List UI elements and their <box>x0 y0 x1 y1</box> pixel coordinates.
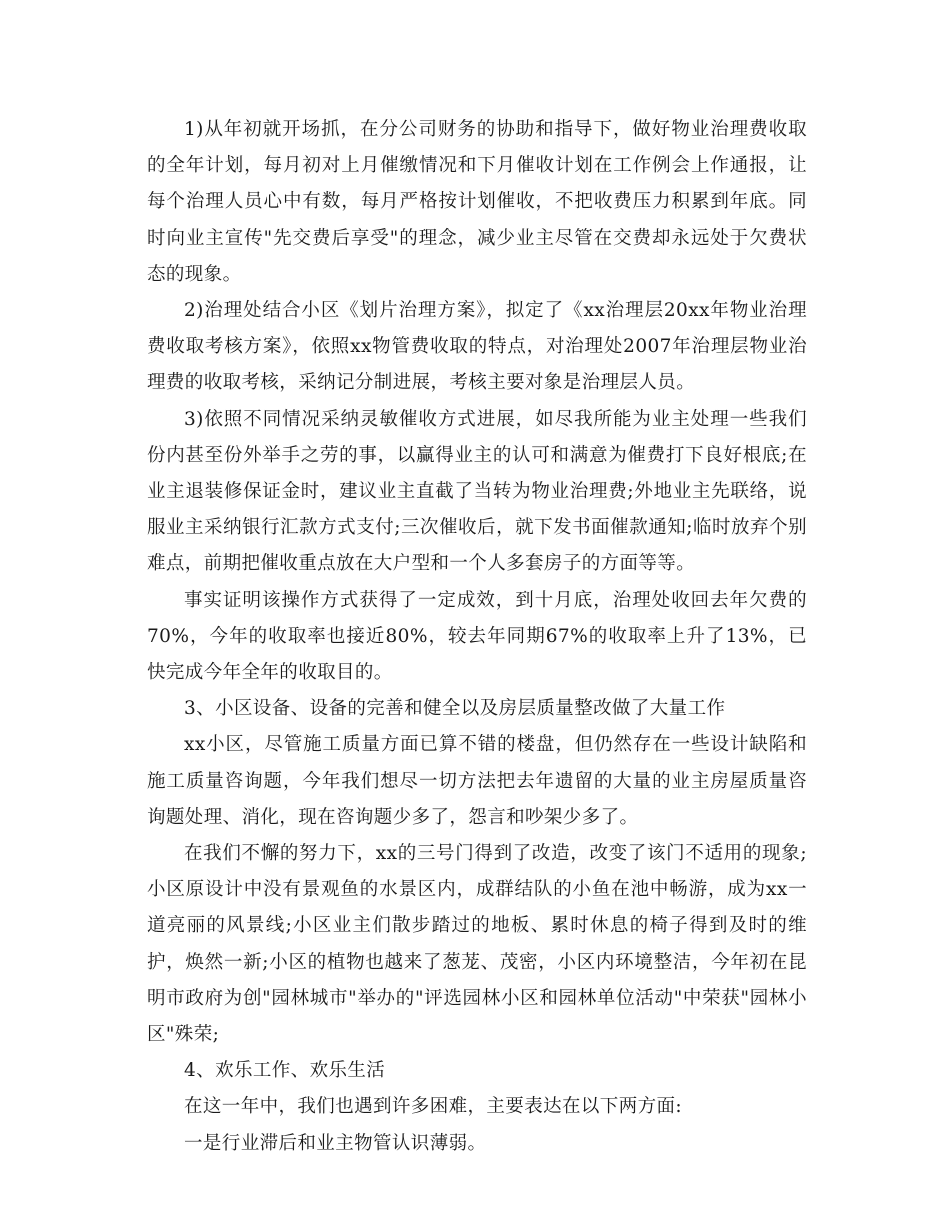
section-heading-facilities: 3、小区设备、设备的完善和健全以及房层质量整改做了大量工作 <box>184 698 726 720</box>
paragraph-results: 事实证明该操作方式获得了一定成效，到十月底，治理处收回去年欠费的70%，今年的收取率也接近80%，较去年同期67%的收取率上升了13%，已快完成今年全年的收取目的。 <box>147 589 807 684</box>
paragraph-fee-plan: 1)从年初就开场抓，在分公司财务的协助和指导下，做好物业治理费收取的全年计划，每月初对上月催缴情况和下月催收计划在工作例会上作通报，让每个治理人员心中有数，每月严格按计划催收，不把收费压力积累到年底。同时向业主宣传"先交费后享受"的理念，减少业主尽管在交费却永远处于欠费状态的现象。 <box>147 119 807 285</box>
paragraph-quality-issues: xx小区，尽管施工质量方面已算不错的楼盘，但仍然存在一些设计缺陷和施工质量咨询题，今年我们想尽一切方法把去年遗留的大量的业主房屋质量咨询题处理、消化，现在咨询题少多了，怨言和吵架少多了。 <box>147 734 807 828</box>
paragraph-difficulties-intro: 在这一年中，我们也遇到许多困难，主要表达在以下两方面: <box>184 1096 683 1118</box>
paragraph-difficulty-one: 一是行业滞后和业主物管认识薄弱。 <box>184 1132 487 1154</box>
paragraph-improvements: 在我们不懈的努力下，xx的三号门得到了改造，改变了该门不适用的现象;小区原设计中没有景观鱼的水景区内，成群结队的小鱼在池中畅游，成为xx一道亮丽的风景线;小区业主们散步踏过的地板、累时休息的椅子得到及时的维护，焕然一新;小区的植物也越来了葱茏、茂密，小区内环境整洁，今年初在昆明市政府为创"园林城市"举办的"评选园林小区和园林单位活动"中荣获"园林小区"殊荣; <box>147 843 807 1046</box>
section-heading-happy-work: 4、欢乐工作、欢乐生活 <box>184 1060 386 1082</box>
paragraph-assessment-plan: 2)治理处结合小区《划片治理方案》，拟定了《xx治理层20xx年物业治理费收取考核方案》，依照xx物管费收取的特点，对治理处2007年治理层物业治理费的收取考核，采纳记分制进展，考核主要对象是治理层人员。 <box>147 300 807 394</box>
paragraph-collection-methods: 3)依照不同情况采纳灵敏催收方式进展，如尽我所能为业主处理一些我们份内甚至份外举手之劳的事，以赢得业主的认可和满意为催费打下良好根底;在业主退装修保证金时，建议业主直截了当转为物业治理费;外地业主先联络，说服业主采纳银行汇款方式支付;三次催收后，就下发书面催款通知;临时放弃个别难点，前期把催收重点放在大户型和一个人多套房子的方面等等。 <box>147 408 807 575</box>
document-body <box>147 112 807 1162</box>
